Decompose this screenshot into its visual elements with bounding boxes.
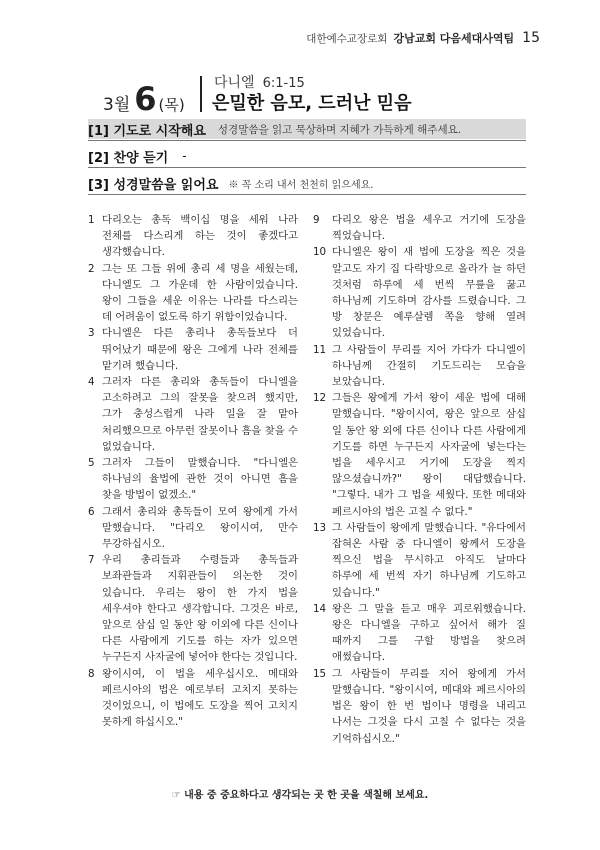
header-church: 강남교회 다음세대사역팀 (393, 32, 515, 45)
verse (313, 520, 526, 601)
verse-text: 그 사람들이 무리를 지어 가다가 다니엘이 하나님께 간절히 기도드리는 모습을 보았습니다. (332, 343, 526, 389)
verse-number: 7 (88, 554, 95, 567)
verse (88, 212, 298, 261)
date-month: 3월 (103, 95, 131, 115)
date-divider (200, 76, 202, 112)
step-read (88, 173, 526, 193)
verse (88, 552, 298, 665)
divider (88, 167, 526, 168)
verse (313, 244, 526, 341)
verse (88, 374, 298, 455)
page-header (306, 30, 540, 54)
verse-number: 14 (313, 602, 327, 615)
verse (88, 666, 298, 731)
verse-number: 5 (88, 457, 95, 470)
verse (313, 601, 526, 666)
step-marker: [1] (88, 123, 109, 139)
verse (313, 212, 526, 244)
step-pray (88, 119, 526, 139)
step-praise-note: - (182, 149, 187, 163)
verse-number: 8 (88, 667, 95, 680)
step-pray-label (88, 120, 206, 139)
verse-text: 왕이시여, 이 법을 세우십시오. 메대와 페르시아의 법은 예로부터 고치지 못하는 것이었으니, 이 법에도 도장을 찍어 고치지 못하게 하십시오." (102, 667, 298, 729)
page-number: 15 (522, 30, 540, 46)
step-label: 찬양 듣기 (113, 150, 169, 166)
verse-text: 그러자 다른 총리와 총독들이 다니엘을 고소하려고 그의 잘못을 찾으려 했지만, 그가 충성스럽게 나라 일을 잘 맡아 처리했으므로 아무런 잘못이나 흠을 찾을 수 없었습니다. (102, 376, 298, 453)
step-praise-label (88, 147, 168, 166)
verse-text: 다리오는 총독 백이십 명을 세워 나라 전체를 다스리게 하는 것이 좋겠다고 생각했습니다. (102, 214, 298, 259)
step-pray-note: 성경말씀을 읽고 묵상하며 지혜가 가득하게 해주세요. (217, 123, 462, 136)
step-praise (88, 146, 526, 166)
verse-text: 그 사람들이 왕에게 말했습니다. "유다에서 잡혀온 사람 중 다니엘이 왕께서 도장을 찍으신 법을 무시하고 아직도 날마다 하루에 세 번씩 자기 하나님께 기도하고 있습니다." (332, 521, 526, 599)
date-day: 6 (134, 80, 157, 118)
verse-text: 왕은 그 말을 듣고 매우 괴로워했습니다. 왕은 다니엘을 구하고 싶어서 해가 질 때까지 그를 구할 방법을 찾으려 애썼습니다. (332, 602, 526, 664)
verse-number: 4 (88, 376, 95, 389)
verse-text: 그는 또 그들 위에 총리 세 명을 세웠는데, 다니엘도 그 가운데 한 사람이었습니다. 왕이 그들을 세운 이유는 나라를 다스리는 데 어려움이 없도록 하기 위함이었습니다. (102, 262, 298, 324)
verse-text: 다니엘은 왕이 새 법에 도장을 찍은 것을 알고도 자기 집 다락방으로 올라가 늘 하던 것처럼 하루에 세 번씩 무릎을 꿇고 하나님께 기도하며 감사를 드렸습니다. 그 방 창문은 예루살렘 쪽을 향해 열려 있었습니다. (332, 246, 526, 340)
passage-book: 다니엘 (214, 75, 255, 91)
header-org: 대한예수교장로회 (306, 33, 388, 45)
verse-number: 6 (88, 505, 95, 518)
verse-text: 우리 총리들과 수령들과 총독들과 보좌관들과 지휘관들이 의논한 것이 있습니다. 우리는 왕이 한 가지 법을 세우셔야 한다고 생각합니다. 그것은 바로, 앞으로 삼십 일 동안 왕 이외에 다른 신이나 다른 사람에게 기도를 하는 자가 있으면 누구든지 사자굴에 넣어야 한다는 것입니다. (102, 554, 298, 664)
passage-title: 은밀한 음모, 드러난 믿음 (212, 93, 412, 114)
verse-number: 12 (313, 392, 327, 405)
step-label: 성경말씀을 읽어요 (113, 177, 219, 193)
verse-number: 10 (313, 246, 327, 259)
verses-left-column (88, 212, 298, 731)
date-block (103, 80, 185, 118)
footer-instruction: ☞ 내용 중 중요하다고 생각되는 곳 한 곳을 색칠해 보세요. (171, 790, 429, 801)
verse-text: 그래서 총리와 총독들이 모여 왕에게 가서 말했습니다. "다리오 왕이시여, 만수 무강하십시오. (102, 505, 298, 551)
verse-number: 13 (313, 521, 327, 534)
verse-number: 15 (313, 667, 327, 680)
verse-text: 다니엘은 다른 총리나 총독들보다 더 뛰어났기 때문에 왕은 그에게 나라 전체를 맡기려 했습니다. (102, 327, 298, 372)
verse-number: 1 (88, 214, 95, 226)
verse (313, 342, 526, 391)
step-marker: [2] (88, 150, 109, 166)
verse-text: 그들은 왕에게 가서 왕이 세운 법에 대해 말했습니다. "왕이시여, 왕은 앞으로 삼십 일 동안 왕 외에 다른 신이나 다른 사람에게 기도를 하면 누구든지 사자굴에 넣는다는 법을 세우시고 거기에 도장을 찍지 않으셨습니까?" 왕이 대답했습니다. "그렇다. 내가 그 법을 세웠다. 또한 메대와 페르시아의 법은 고칠 수 없다." (332, 392, 526, 518)
verse-number: 3 (88, 327, 95, 340)
verse (88, 325, 298, 374)
verse-number: 9 (313, 214, 320, 226)
verse (88, 504, 298, 553)
verse (88, 261, 298, 326)
date-weekday: (목) (158, 96, 185, 114)
step-read-label (88, 174, 218, 193)
verse-text: 다리오 왕은 법을 세우고 거기에 도장을 찍었습니다. (332, 214, 526, 243)
verse (88, 455, 298, 504)
verse (313, 666, 526, 747)
passage-range: 6:1-15 (262, 76, 305, 91)
verse (313, 390, 526, 520)
verse-text: 그러자 그들이 말했습니다. "다니엘은 하나님의 율법에 관한 것이 아니면 흠을 찾을 방법이 없겠소." (102, 457, 298, 502)
divider (88, 140, 526, 141)
step-label: 기도로 시작해요 (113, 123, 206, 139)
verse-text: 그 사람들이 무리를 지어 왕에게 가서 말했습니다. "왕이시여, 메대와 페르시아의 법은 왕이 한 번 법이나 명령을 내리고 나서는 그것을 다시 고칠 수 없다는 것을 기억하십시오." (332, 667, 526, 745)
step-read-note: ※ 꼭 소리 내서 천천히 읽으세요. (228, 179, 374, 191)
verses-right-column (313, 212, 526, 747)
verse-number: 11 (313, 343, 327, 356)
verse-number: 2 (88, 262, 95, 275)
step-marker: [3] (88, 177, 109, 193)
divider (88, 194, 526, 195)
